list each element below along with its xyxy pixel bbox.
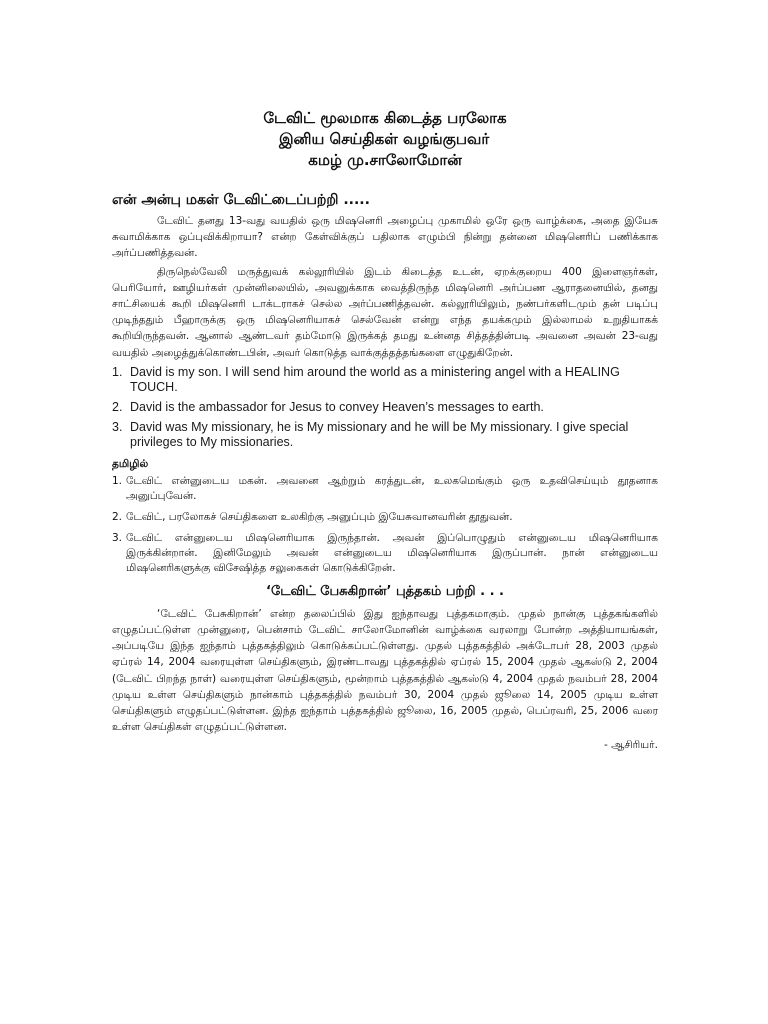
book-section-paragraph: ‘டேவிட் பேசுகிறான்’ என்ற தலைப்பில் இது ஐந்தாவது புத்தகமாகும். முதல் நான்கு புத்தகங்களில் எழுதப்பட்டுள்ள முன்னுரை, பென்சாம் டேவிட் சாலோமோனின் வாழ்க்கை வரலாறு போன்ற அத்தியாயங்கள், அப்படியே இந்த ஐந்தாம் புத்தகத்திலும் கொடுக்கப்பட்டுள்ளது. முதல் புத்தகத்தில் அக்டோபர் 28, 2003 முதல் ஏப்ரல் 14, 2004 வரையுள்ள செய்திகளும், இரண்டாவது புத்தகத்தில் ஏப்ரல் 15, 2004 முதல் ஆகஸ்டு 2, 2004 (டேவிட் பிறந்த நாள்) வரையுள்ள செய்திகளும், மூன்றாம் புத்தகத்தில் ஆகஸ்டு 4, 2004 முதல் நவம்பர் 28, 2004 முடிய உள்ள செய்திகளும் நான்காம் புத்தகத்தில் நவம்பர் 30, 2004 முதல் ஜூலை 14, 2005 முடிய உள்ள செய்திகளும் எழுதப்பட்டுள்ளன. இந்த ஐந்தாம் புத்தகத்தில் ஜூலை, 16, 2005 முதல், பெப்ரவரி, 25, 2006 வரை உள்ள செய்திகள் எழுதப்பட்டுள்ளன.	[112, 607, 658, 734]
english-promises-list	[112, 365, 658, 450]
list-item-text: David was My missionary, he is My missionary and he will be My missionary. I give special privileges to My missionaries.	[130, 419, 629, 449]
list-item	[112, 420, 658, 450]
intro-heading: என் அன்பு மகள் டேவிட்டைப்பற்றி .....	[112, 192, 370, 208]
list-item-text: David is the ambassador for Jesus to convey Heaven’s messages to earth.	[130, 399, 544, 414]
list-item-text: டேவிட் என்னுடைய மகன். அவனை ஆற்றும் கரத்துடன், உலகமெங்கும் ஒரு உதவிசெய்யும் தூதனாக அனுப்புவேன்.	[126, 474, 658, 502]
list-item-number: 2.	[112, 510, 123, 523]
author-signature: - ஆசிரியர்.	[603, 739, 658, 752]
list-item-number: 3.	[112, 531, 123, 544]
title-line-2: இனிய செய்திகள் வழங்குபவா்	[278, 130, 492, 148]
intro-paragraph-2: திருநெல்வேலி மருத்துவக் கல்லூரியில் இடம் கிடைத்த உடன், ஏறக்குறைய 400 இளைஞர்கள், பெரியோர், ஊழியர்கள் முன்னிலையில், அவனுக்காக வைத்திருந்த மிஷனெரி அர்ப்பண ஆராதனையில், தனது சாட்சியைக் கூறி மிஷனெரி டாக்டராகச் செல்ல அர்ப்பணித்தவன். கல்லூரியிலும், நண்பர்களிடமும் தன் படிப்பு முடிந்ததும் பீஹாருக்கு ஒரு மிஷனெரியாகச் செல்வேன் என்று எந்த தயக்கமும் இல்லாமல் உறுதியாகக் கூறியிருந்தவன். ஆனால் ஆண்டவர் தம்மோடு இருக்கத் தமது உன்னத சித்தத்தின்படி அவனை அவன் 23-வது வயதில் அழைத்துக்கொண்டபின், அவர் கொடுத்த வாக்குத்தத்தங்களை எழுதுகிறேன்.	[112, 265, 658, 359]
list-item	[112, 510, 658, 525]
list-item-text: David is my son. I will send him around the world as a ministering angel with a HEALING TOUCH.	[130, 364, 620, 394]
list-item	[112, 365, 658, 395]
list-item	[112, 474, 658, 504]
list-item-text: டேவிட், பரலோகச் செய்திகளை உலகிற்கு அனுப்பும் இயேசுவானவரின் தூதுவன்.	[126, 510, 513, 523]
list-item-number: 3.	[112, 419, 123, 434]
list-item-number: 1.	[112, 474, 123, 487]
title-line-3: கமழ் மு.சாலோமோன்	[308, 151, 462, 169]
list-item-number: 1.	[112, 364, 123, 379]
list-item-number: 2.	[112, 399, 123, 414]
list-item	[112, 531, 658, 576]
document-body	[112, 108, 658, 753]
list-item-text: டேவிட் என்னுடைய மிஷனெரியாக இருந்தான். அவன் இப்பொழுதும் என்னுடைய மிஷனெரியாக இருக்கின்றான். இனிமேலும் அவன் என்னுடைய மிஷனெரியாக இருப்பான். நான் என்னுடைய மிஷனெரிகளுக்கு விசேஷித்த சலுகைகள் கொடுக்கிறேன்.	[126, 531, 658, 574]
list-item	[112, 400, 658, 415]
intro-paragraph-1: டேவிட் தனது 13-வது வயதில் ஒரு மிஷனெரி அழைப்பு முகாமில் ஒரே ஒரு வாழ்க்கை, அதை இயேசு சுவாமிக்காக ஒப்புவிக்கிறாயா? என்ற கேள்விக்குப் பதிலாக எழும்பி நின்று தன்னை மிஷனெரிப் பணிக்காக அர்ப்பணித்தவன்.	[112, 215, 658, 260]
title-line-1: டேவிட் மூலமாக கிடைத்த பரலோக	[263, 109, 507, 127]
title-block	[112, 108, 658, 171]
tamil-heading: தமிழில்	[112, 457, 149, 470]
book-section-heading: ‘டேவிட் பேசுகிறான்’ புத்தகம் பற்றி . . .	[266, 583, 504, 599]
tamil-promises-list	[112, 474, 658, 576]
